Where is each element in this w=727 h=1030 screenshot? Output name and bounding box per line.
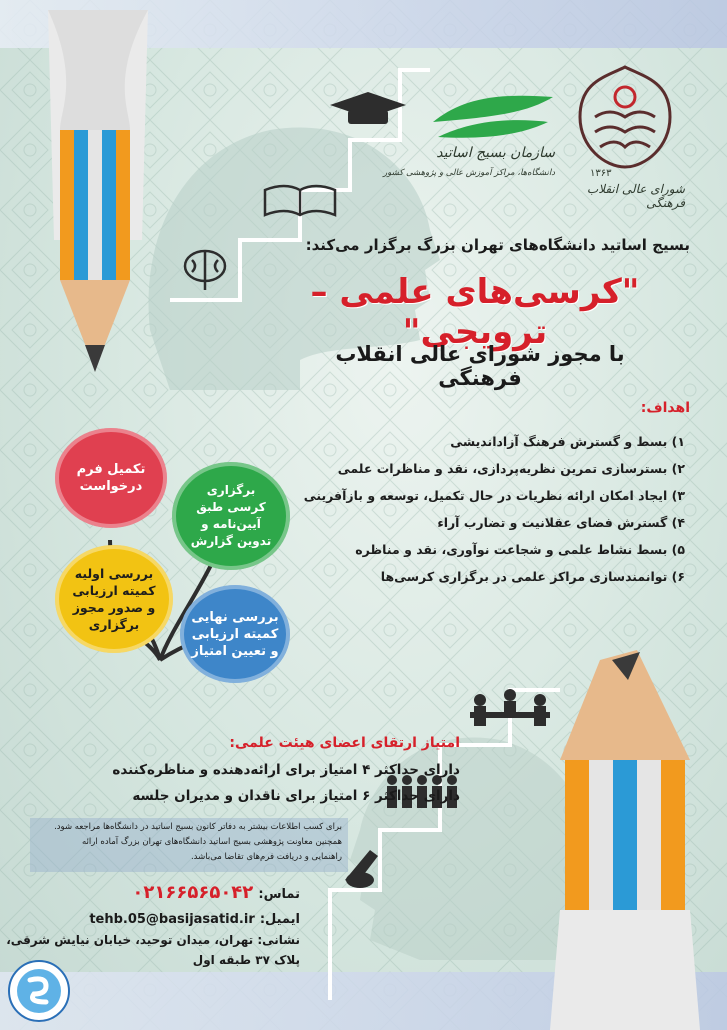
info-line-2: همچنین معاونت پژوهشی بسیج اساتید دانشگاه‌های تهران بزرگ آماده ارائه [81,837,342,847]
address-line-2: پلاک ۳۷ طبقه اول [192,953,300,967]
supreme-council-logo [575,62,675,172]
contact-phone-row [132,882,300,903]
step-label-initial-review: بررسی اولیه کمیته ارزیابی و صدور مجوز برگزاری [72,566,156,632]
step-label-hold-session: برگزاری کرسی طبق آیین‌نامه و تدوین گزارش [190,483,272,548]
step-label-final-review: بررسی نهایی کمیته ارزیابی و تعیین امتیاز [191,609,279,659]
main-title: "کرسی‌های علمی – ترویجی" [310,272,640,352]
right-logo-caption: شورای عالی انقلاب فرهنگی [586,182,685,210]
address-label: نشانی: [257,933,300,947]
left-logo-caption-1: سازمان بسیج اساتید [436,145,555,161]
step-bubble-final-review [180,585,290,683]
step-label-request-form: تکمیل فرم درخواست [76,462,146,494]
goal-item-4: ۴) گسترش فضای عقلانیت و تضارب آراء [437,515,685,530]
basij-asatid-logo [428,82,558,152]
phone-number[interactable]: ۰۲۱۶۶۵۶۵۰۴۲ [132,882,254,903]
right-logo-year: ۱۳۶۳ [590,168,612,179]
info-line-1: برای کسب اطلاعات بیشتر به دفاتر کانون بسیج اساتید در دانشگاه‌ها مراجعه شود. [54,822,342,832]
contact-address [6,930,300,970]
goals-label: اهداف: [640,400,690,416]
goals-list [300,428,685,590]
left-logo-caption-2: دانشگاه‌ها، مراکز آموزش عالی و پژوهشی کشور [383,168,555,178]
info-text [30,820,342,865]
info-line-3: راهنمایی و دریافت فرم‌های تقاضا می‌باشد. [190,852,342,862]
phone-label: تماس: [258,887,300,902]
address-line-1: تهران، میدان توحید، خیابان نیایش شرقی، [6,933,254,947]
goal-item-2: ۲) بسترسازی تمرین نظریه‌پردازی، نقد و مناظرات علمی [337,461,685,476]
pencil-top [48,10,148,372]
goal-item-5: ۵) بسط نشاط علمی و شجاعت نوآوری، نقد و مناظره [355,542,685,557]
score-label: امتیاز ارتقای اعضای هیئت علمی: [229,735,460,751]
score-line-1: دارای حداکثر ۴ امتیاز برای ارائه‌دهنده و مناظره‌کننده [112,762,460,778]
step-bubble-request-form [55,428,167,528]
step-bubble-initial-review [55,545,173,653]
contact-email-row [89,908,300,927]
goal-item-1: ۱) بسط و گسترش فرهنگ آزاداندیشی [450,434,685,449]
pencil-bottom [550,650,700,1030]
goal-item-3: ۳) ایجاد امکان ارائه نظریات در حال تکمیل، توسعه و بازآفرینی [303,488,685,503]
intro-line: بسیج اساتید دانشگاه‌های تهران بزرگ برگزار می‌کند: [305,236,690,254]
graduation-cap-icon [330,92,406,124]
subtitle: با مجوز شورای عالی انقلاب فرهنگی [335,342,625,390]
bottom-left-logo [6,958,72,1024]
email-address[interactable]: tehb.05@basijasatid.ir [89,912,255,927]
score-line-2: دارای حداکثر ۶ امتیاز برای ناقدان و مدیران جلسه [132,788,460,804]
goal-item-6: ۶) توانمندسازی مراکز علمی در برگزاری کرسی‌ها [380,569,685,584]
email-label: ایمیل: [259,912,300,927]
step-bubble-hold-session [172,462,290,570]
